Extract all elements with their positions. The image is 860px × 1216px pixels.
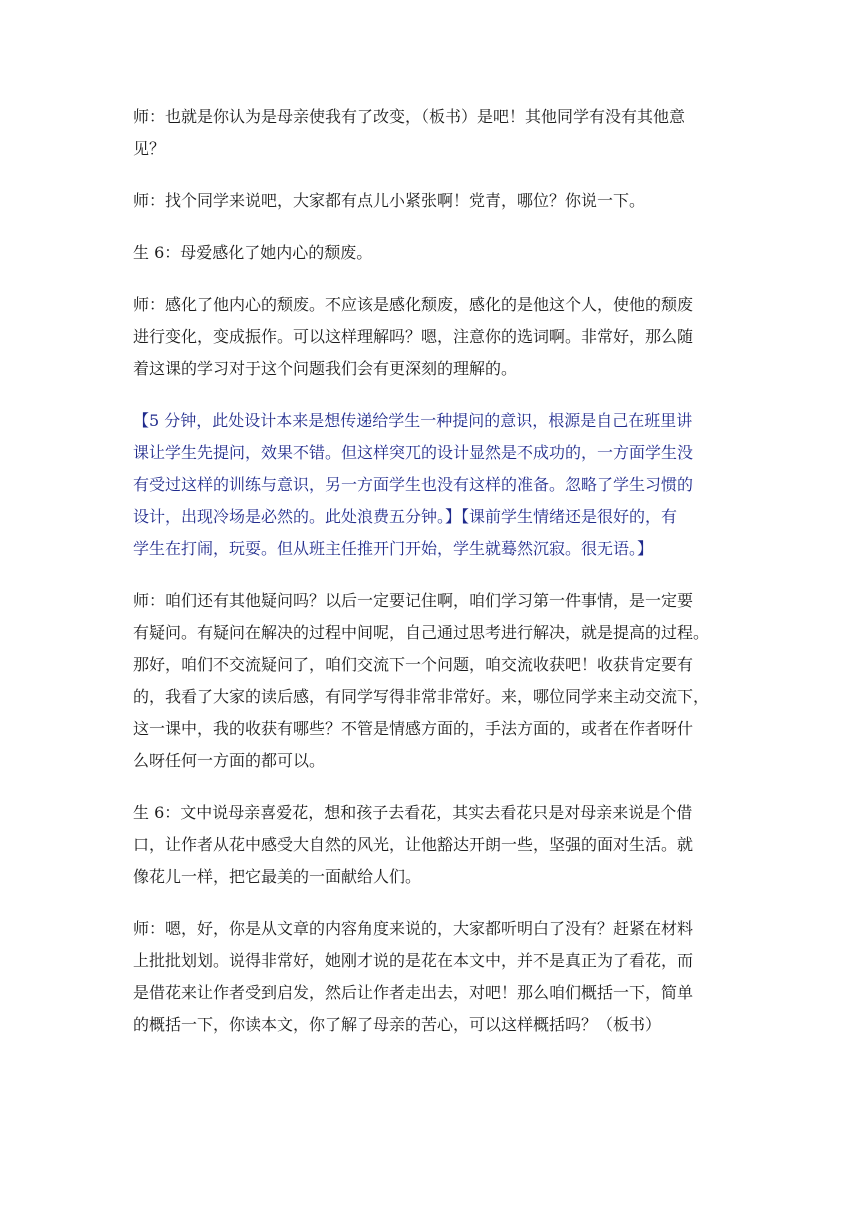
paragraph-7: [133, 797, 733, 893]
text-line: 上批批划划。说得非常好，她刚才说的是花在本文中，并不是真正为了看花，而: [133, 951, 694, 970]
text-line: 课让学生先提问，效果不错。但这样突兀的设计显然是不成功的，一方面学生没: [133, 443, 694, 462]
paragraph-2: [133, 185, 733, 217]
paragraph-6: [133, 585, 733, 777]
text-line: 学生在打闹，玩耍。但从班主任推开门开始，学生就蓦然沉寂。很无语。】: [133, 539, 654, 558]
paragraph-1: [133, 101, 733, 165]
text-line: 的，我看了大家的读后感，有同学写得非常非常好。来，哪位同学来主动交流下，: [133, 687, 710, 706]
text-line: 么呀任何一方面的都可以。: [133, 751, 326, 770]
text-line: 【5 分钟，此处设计本来是想传递给学生一种提问的意识，根源是自己在班里讲: [133, 411, 693, 430]
text-line: 是借花来让作者受到启发，然后让作者走出去，对吧！那么咱们概括一下，简单: [133, 983, 694, 1002]
text-line: 师：也就是你认为是母亲使我有了改变，（板书）是吧！其他同学有没有其他意: [133, 107, 686, 126]
text-line: 的概括一下，你读本文，你了解了母亲的苦心，可以这样概括吗？（板书）: [133, 1015, 662, 1034]
text-line: 师：咱们还有其他疑问吗？以后一定要记住啊，咱们学习第一件事情，是一定要: [133, 591, 694, 610]
text-line: 设计，出现冷场是必然的。此处浪费五分钟。】【课前学生情绪还是很好的，有: [133, 507, 678, 526]
paragraph-8: [133, 913, 733, 1041]
text-line: 师：嗯，好，你是从文章的内容角度来说的，大家都听明白了没有？赶紧在材料: [133, 919, 694, 938]
paragraph-3: [133, 237, 733, 269]
paragraph-4: [133, 289, 733, 385]
text-line: 那好，咱们不交流疑问了，咱们交流下一个问题，咱交流收获吧！收获肯定要有: [133, 655, 694, 674]
text-line: 师：找个同学来说吧，大家都有点儿小紧张啊！党青，哪位？你说一下。: [133, 191, 646, 210]
text-line: 有疑问。有疑问在解决的过程中间呢，自己通过思考进行解决，就是提高的过程。: [133, 623, 710, 642]
document-page: [133, 101, 733, 1061]
teacher-reflection-note: [133, 405, 733, 565]
text-line: 生 6：母爱感化了她内心的颓废。: [133, 243, 373, 262]
text-line: 生 6：文中说母亲喜爱花，想和孩子去看花，其实去看花只是对母亲来说是个借: [133, 803, 693, 822]
text-line: 着这课的学习对于这个问题我们会有更深刻的理解的。: [133, 359, 518, 378]
text-line: 进行变化，变成振作。可以这样理解吗？嗯，注意你的选词啊。非常好，那么随: [133, 327, 694, 346]
text-line: 口，让作者从花中感受大自然的风光，让他豁达开朗一些，坚强的面对生活。就: [133, 835, 694, 854]
text-line: 这一课中，我的收获有哪些？不管是情感方面的，手法方面的，或者在作者呀什: [133, 719, 694, 738]
text-line: 师：感化了他内心的颓废。不应该是感化颓废，感化的是他这个人，使他的颓废: [133, 295, 694, 314]
text-line: 像花儿一样，把它最美的一面献给人们。: [133, 867, 422, 886]
text-line: 有受过这样的训练与意识，另一方面学生也没有这样的准备。忽略了学生习惯的: [133, 475, 694, 494]
text-line: 见？: [133, 139, 166, 158]
